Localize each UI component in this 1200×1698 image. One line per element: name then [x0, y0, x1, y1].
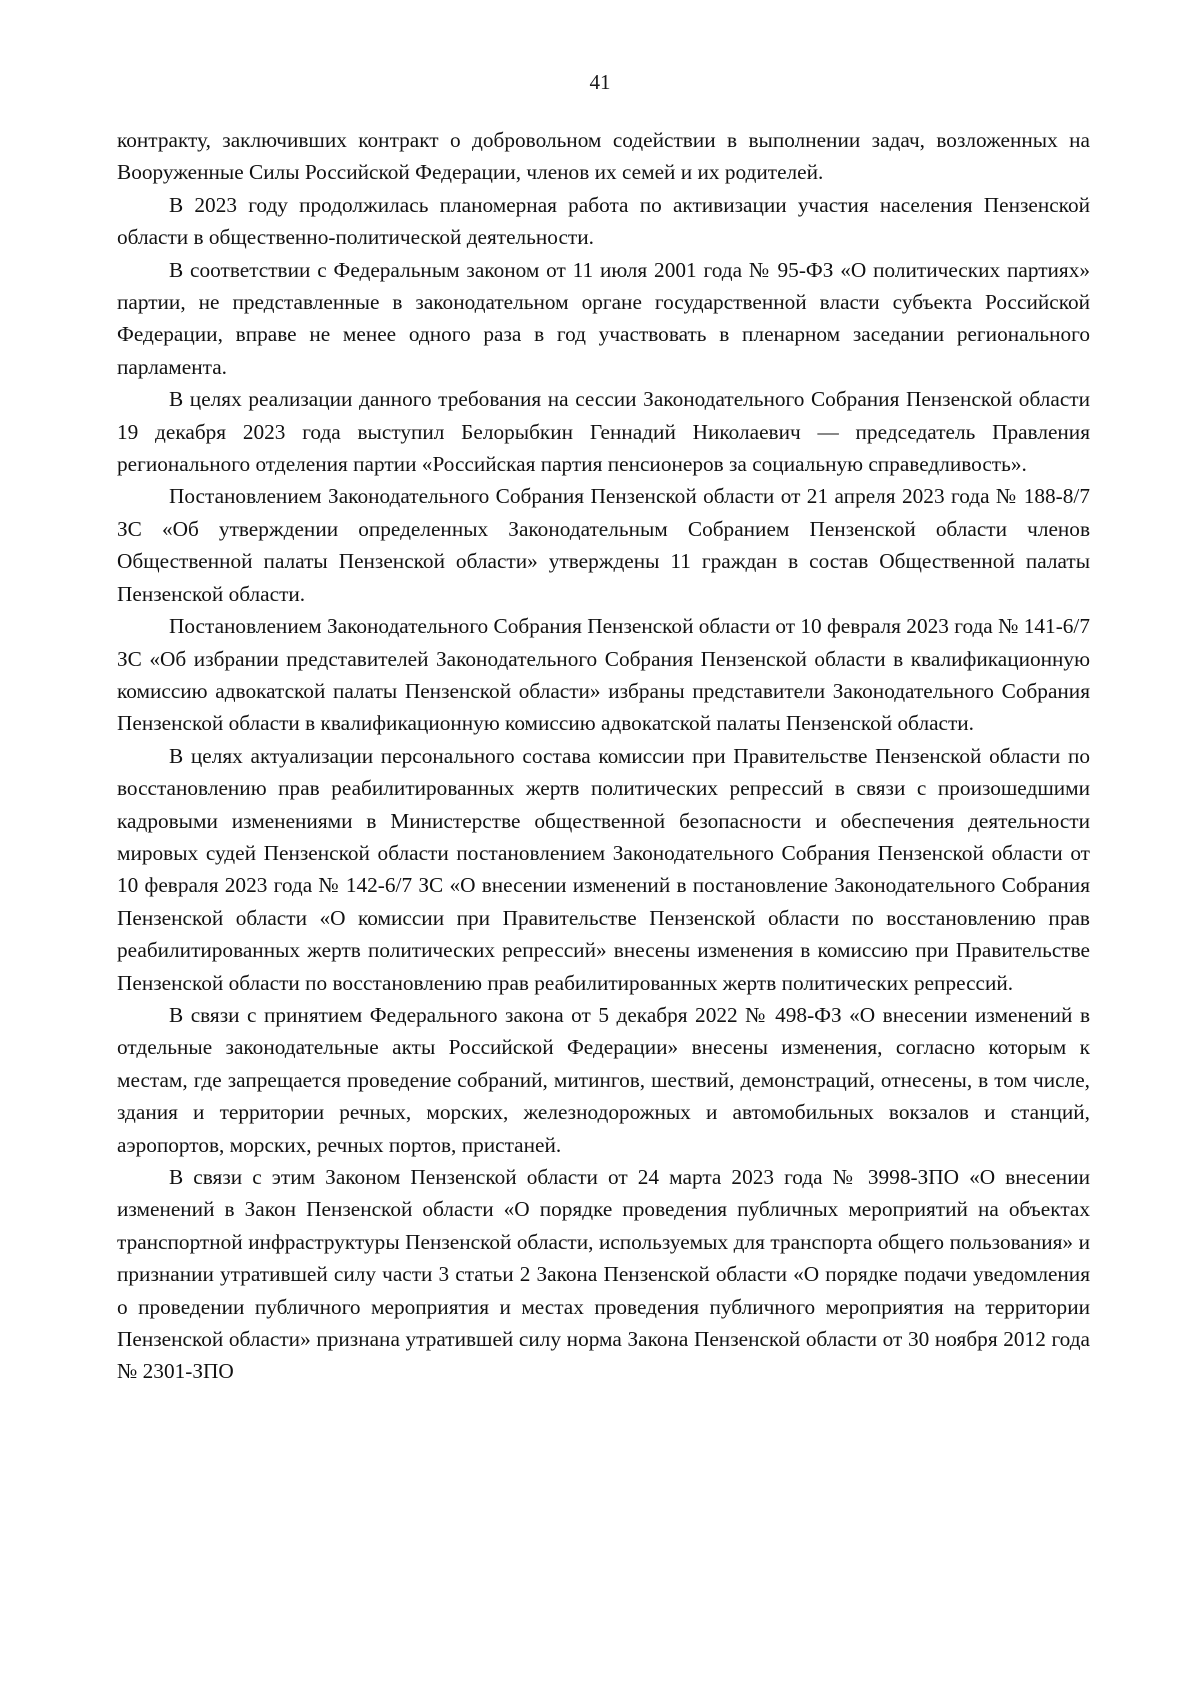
paragraph-qualification-commission: Постановлением Законодательного Собрания Пензенской области от 10 февраля 2023 года № 141-6/7 ЗС «Об избрании представителей Законодательного Собрания Пензенской области в квалификационную комиссию адвокатской палаты Пензенской области» избраны представители Законодательного Собрания Пензенской области в квалификационную комиссию адвокатской палаты Пензенской области.	[117, 614, 1090, 736]
document-body	[117, 124, 1090, 1388]
paragraph-federal-law-498: В связи с принятием Федерального закона от 5 декабря 2022 № 498-ФЗ «О внесении изменений в отдельные законодательные акты Российской Федерации» внесены изменения, согласно которым к местам, где запрещается проведение собраний, митингов, шествий, демонстраций, отнесены, в том числе, здания и территории речных, морских, железнодорожных и автомобильных вокзалов и станций, аэропортов, морских, речных портов, пристаней.	[117, 1002, 1090, 1157]
paragraph-political-activity: В 2023 году продолжилась планомерная работа по активизации участия населения Пензенской области в общественно-политической деятельности.	[117, 192, 1090, 250]
paragraph-rehabilitation-commission: В целях актуализации персонального состава комиссии при Правительстве Пензенской области по восстановлению прав реабилитированных жертв политических репрессий в связи с произошедшими кадровыми изменениями в Министерстве общественной безопасности и обеспечения деятельности мировых судей Пензенской области постановлением Законодательного Собрания Пензенской области от 10 февраля 2023 года № 142-6/7 ЗС «О внесении изменений в постановление Законодательного Собрания Пензенской области «О комиссии при Правительстве Пензенской области по восстановлению прав реабилитированных жертв политических репрессий» внесены изменения в комиссию при Правительстве Пензенской области по восстановлению прав реабилитированных жертв политических репрессий.	[117, 743, 1090, 995]
page-number: 41	[589, 70, 611, 94]
paragraph-federal-law-parties: В соответствии с Федеральным законом от 11 июля 2001 года № 95-ФЗ «О политических партиях» партии, не представленные в законодательном органе государственной власти субъекта Российской Федерации, вправе не менее одного раза в год участвовать в пленарном заседании регионального парламента.	[117, 257, 1090, 379]
paragraph-session-speech: В целях реализации данного требования на сессии Законодательного Собрания Пензенской области 19 декабря 2023 года выступил Белорыбкин Геннадий Николаевич — председатель Правления регионального отделения партии «Российская партия пенсионеров за социальную справедливость».	[117, 387, 1090, 477]
paragraph-continuation: контракту, заключивших контракт о добровольном содействии в выполнении задач, возложенных на Вооруженные Силы Российской Федерации, членов их семей и их родителей.	[117, 128, 1090, 185]
paragraph-public-chamber: Постановлением Законодательного Собрания Пензенской области от 21 апреля 2023 года № 188-8/7 ЗС «Об утверждении определенных Законодательным Собранием Пензенской области членов Общественной палаты Пензенской области» утверждены 11 граждан в состав Общественной палаты Пензенской области.	[117, 484, 1090, 606]
paragraph-regional-law-3998: В связи с этим Законом Пензенской области от 24 марта 2023 года № 3998-ЗПО «О внесении изменений в Закон Пензенской области «О порядке проведения публичных мероприятий на объектах транспортной инфраструктуры Пензенской области, используемых для транспорта общего пользования» и признании утратившей силу части 3 статьи 2 Закона Пензенской области «О порядке подачи уведомления о проведении публичного мероприятия и местах проведения публичного мероприятия на территории Пензенской области» признана утратившей силу норма Закона Пензенской области от 30 ноября 2012 года № 2301-ЗПО	[117, 1165, 1090, 1384]
